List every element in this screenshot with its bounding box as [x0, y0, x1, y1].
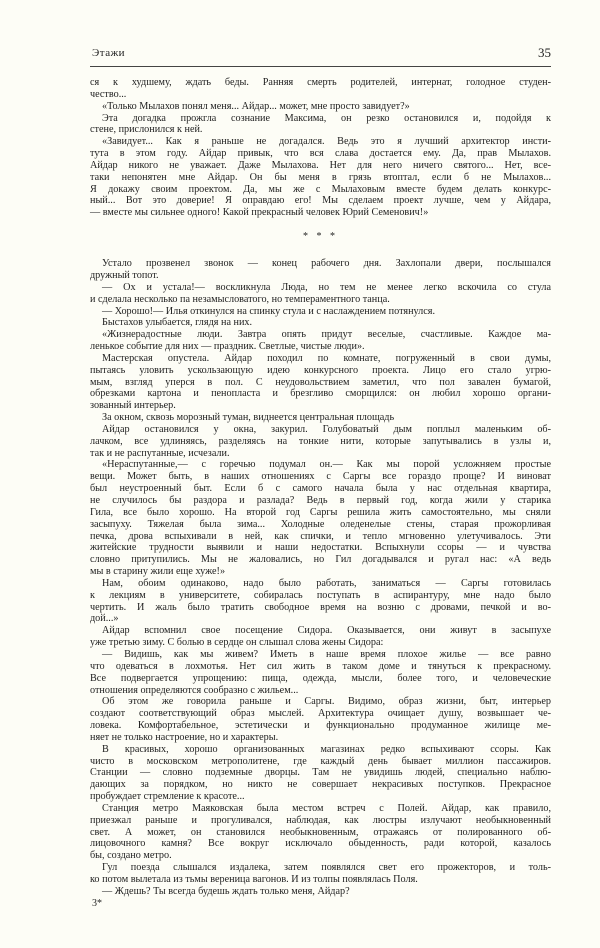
text-line: — Хорошо!— Илья откинулся на спинку стула и с наслаждением потянулся. — [102, 305, 436, 317]
text-line: ся к худшему, ждать беды. Ранняя смерть родителей, интернат, голодное студен- — [90, 77, 551, 88]
text-line: отношения определяются сообразно с жильем... — [90, 684, 299, 696]
text-line: засыпуху. Тяжелая была зима... Холодные оледенелые стены, старая прожорливая — [90, 518, 551, 530]
text-line: так и не распутанные, исчезали. — [90, 447, 230, 459]
text-line: «Жизнерадостные люди. Завтра опять придут веселые, счастливые. Каждое ма- — [102, 329, 551, 341]
text-line: зованный интерьер. — [90, 400, 176, 412]
paragraph — [90, 77, 551, 101]
text-line: житейские трудности выявили и наши недостатки. Вспыхнули ссоры — и чувства — [90, 542, 551, 554]
text-line: Гул поезда слышался издалека, затем появлялся свет его прожекторов, и толь- — [102, 862, 551, 874]
text-line: Я докажу своим проектом. Да, мы же с Мылаховым вместе будем делать конкурс- — [90, 183, 551, 195]
text-line: не случилось бы раздора и разлада? Ведь в первый год, когда жили у старика — [90, 495, 551, 506]
text-line: таки непонятен мне Айдар. Он бы меня в грязь втоптал, если б не Мылахов... — [90, 171, 551, 183]
page-number: 35 — [538, 45, 551, 60]
text-line: уже третью зиму. С болью в сердце он слышал слова жены Сидора: — [90, 637, 384, 649]
paragraph — [90, 744, 551, 803]
text-line: Мастерская опустела. Айдар походил по комнате, погруженный в свои думы, — [102, 352, 551, 364]
text-line: ный... Вот это доверие! Я оправдаю его! Мы сделаем проект лучше, чем у Айдара, — [90, 195, 551, 207]
text-line: словно притупились. Мы не жаловались, но Гил догадывался и ругал нас: «А ведь — [90, 554, 551, 566]
text-line: — Ох и устала!— воскликнула Люда, но тем не менее легко вскочила со стула — [102, 281, 551, 293]
text-line: Устало прозвенел звонок — конец рабочего дня. Захлопали двери, послышался — [102, 258, 551, 270]
text-line: печка, дрова вспыхивали в ней, как спички, и тепло мгновенно улетучивалось. Эти — [90, 530, 551, 542]
text-line: вещи. Может быть, в наших отношениях с Саргы все гораздо проще? И виноват — [90, 471, 551, 483]
text-line: и сделала несколько па незамысловатого, но темпераментного танца. — [90, 293, 390, 305]
paragraph — [90, 306, 551, 318]
text-line: создают соответствующий образ мыслей. Архитектура очищает душу, возвышает че- — [90, 708, 551, 720]
paragraph — [90, 649, 551, 696]
paragraph — [90, 258, 551, 282]
text-line: Айдар вспомнил свое посещение Сидора. Оказывается, они живут в засыпухе — [102, 625, 551, 637]
text-line: мы в старину жили еще хуже!» — [90, 566, 226, 578]
text-line: чертить. И жаль было тратить свободное время на возню с дровами, печкой и во- — [90, 601, 551, 613]
text-line: Айдар остановился у окна, закурил. Голубоватый дым поплыл маленьким об- — [102, 423, 551, 435]
text-line: Эта догадка прожгла сознание Максима, он резко остановился и, подойдя к — [102, 112, 551, 124]
text-line: лачком, все удлиняясь, разделяясь на тонкие нити, которые запутывались в узлы и, — [90, 435, 551, 447]
signature-mark: 3* — [92, 898, 102, 909]
text-line: чисто в московском метрополитене, где каждый день бывает миллион пассажиров. — [90, 755, 551, 767]
text-line: За окном, сквозь морозный туман, виднеется центральная площадь — [102, 412, 395, 424]
text-line: дружный топот. — [90, 269, 159, 281]
running-title: Этажи — [92, 47, 126, 59]
paragraph — [90, 862, 551, 886]
text-line: Нам, обоим одинаково, надо было работать, заниматься — Саргы готовилась — [102, 577, 551, 589]
text-line: обрезками картона и пенопласта и брезгливо сморщился: он любил хорошо органи- — [90, 388, 551, 400]
text-line: «Нераспутанные,— с горечью подумал он.— Как мы порой усложняем простые — [102, 459, 551, 471]
text-line: тута в этом году. Айдар привык, что вся слава достается ему. Да, прав Мылахов. — [90, 148, 551, 160]
text-line: приезжал раньше и прогуливался, наблюдая, как люстры излучают необыкновенный — [90, 814, 551, 826]
text-line: Станции — словно подземные дворцы. Там не увидишь людей, специально наблю- — [90, 767, 551, 779]
text-line: ловека. Комфортабельное, эстетически и функционально продуманное жилище ме- — [90, 720, 551, 732]
text-line: Гила, все было хорошо. На второй год Саргы решила жить самостоятельно, мы сняли — [90, 506, 551, 518]
text-line: Станция метро Маяковская была местом встреч с Полей. Айдар, как правило, — [102, 802, 551, 814]
text-before-break — [90, 77, 551, 219]
paragraph — [90, 412, 551, 424]
text-line: дой...» — [90, 613, 119, 625]
paragraph — [90, 424, 551, 460]
text-line: свет. А может, он становился необыкновенным, отражаясь от полированного об- — [90, 826, 551, 838]
text-line: «Только Мылахов понял меня... Айдар... может, мне просто завидует?» — [102, 100, 410, 112]
text-after-break — [90, 258, 551, 898]
text-line: ко потом вылетала из тьмы вереница вагонов. И из толпы появлялась Поля. — [90, 874, 418, 885]
paragraph — [90, 136, 551, 219]
text-line: стене, прислонился к ней. — [90, 124, 203, 136]
body-text — [90, 77, 551, 898]
paragraph — [90, 625, 551, 649]
paragraph — [90, 578, 551, 625]
paragraph — [90, 886, 551, 898]
text-line: был неустроенный быт. Если б с самого начала была у нас отдельная квартира, — [90, 483, 551, 495]
text-line: няет не только настроение, но и характеры. — [90, 731, 279, 743]
text-line: дающих за порядком, но никто не совершает некрасивых поступков. Прекрасное — [90, 779, 551, 791]
paragraph — [90, 353, 551, 412]
text-line: ленькое событие для них — праздник. Светлые, чистые люди». — [90, 341, 365, 353]
text-line: Все подвергается упрощению: пища, одежда, мысли, более того, и человеческие — [90, 672, 551, 684]
text-line: — Видишь, как мы живем? Иметь в наше время плохое жилье — все равно — [102, 648, 551, 660]
paragraph — [90, 696, 551, 743]
text-line: бы, создано метро. — [90, 850, 172, 862]
paragraph — [90, 101, 551, 113]
text-line: пробуждает стремление к красоте... — [90, 791, 245, 803]
text-line: мым, взгляд уперся в пол. С неудовольствием заметил, что пол завален бумагой, — [90, 376, 551, 388]
paragraph — [90, 317, 551, 329]
text-line: В красивых, хорошо организованных магазинах редко вспыхивают ссоры. Как — [102, 743, 551, 755]
text-line: пытаясь уловить ускользающую идею конкурсного проекта. Лицо его стало угрю- — [90, 364, 551, 376]
running-header — [90, 44, 551, 67]
text-line: Быстахов улыбается, глядя на них. — [102, 317, 253, 329]
paragraph — [90, 459, 551, 577]
text-line: «Завидует... Как я раньше не догадался. Ведь это я лучший архитектор инсти- — [102, 136, 551, 148]
section-break: * * * — [303, 231, 338, 243]
text-line: — вместе мы сильнее одного! Какой прекрасный человек Юрий Семенович!» — [90, 207, 429, 219]
text-line: Об этом же говорила раньше и Саргы. Видимо, образ жизни, быт, интерьер — [102, 696, 551, 708]
text-line: чество... — [90, 88, 127, 100]
paragraph — [90, 282, 551, 306]
paragraph — [90, 329, 551, 353]
text-line: что одеваться в лохмотья. Нет сил жить в таком доме и тянуться к прекрасному. — [90, 660, 551, 672]
text-line: к лекциям в университете, собиралась поступать в аспирантуру, мне надо было — [90, 589, 551, 601]
text-line: Айдар никого не уважает. Даже Мылахова. Нет для него ничего святого... Нет, все- — [90, 159, 551, 171]
paragraph — [90, 803, 551, 862]
text-line: лицовочного камня? Все вокруг исключало обыденность, ради которой, казалось — [90, 838, 551, 850]
paragraph — [90, 113, 551, 137]
text-line: — Ждешь? Ты всегда будешь ждать только меня, Айдар? — [102, 885, 350, 897]
